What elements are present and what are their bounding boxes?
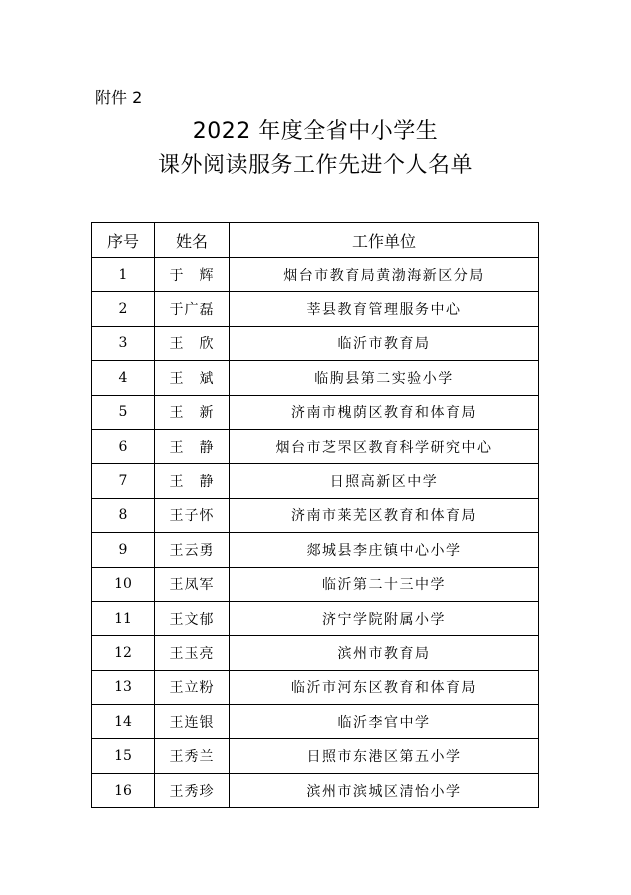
personnel-table [91,222,539,808]
table-row [92,533,539,567]
work-unit: 临沂市教育局 [230,326,539,360]
row-index: 12 [92,636,155,670]
work-unit: 济宁学院附属小学 [230,601,539,635]
table-row [92,636,539,670]
row-index: 8 [92,498,155,532]
work-unit: 滨州市滨城区清怡小学 [230,773,539,807]
attachment-label: 附件 2 [95,88,143,107]
row-index: 14 [92,705,155,739]
person-name: 王子怀 [155,498,230,532]
table-row [92,705,539,739]
work-unit: 烟台市教育局黄渤海新区分局 [230,258,539,292]
table-row [92,670,539,704]
person-name: 王文郁 [155,601,230,635]
work-unit: 济南市槐荫区教育和体育局 [230,395,539,429]
table-row [92,498,539,532]
work-unit: 临沂李官中学 [230,705,539,739]
row-index: 9 [92,533,155,567]
person-name: 王 静 [155,464,230,498]
person-name: 王秀珍 [155,773,230,807]
person-name: 于 辉 [155,258,230,292]
row-index: 11 [92,601,155,635]
row-index: 10 [92,567,155,601]
row-index: 15 [92,739,155,773]
row-index: 4 [92,361,155,395]
work-unit: 临沂市河东区教育和体育局 [230,670,539,704]
document-title-line2: 课外阅读服务工作先进个人名单 [157,153,473,178]
person-name: 王玉亮 [155,636,230,670]
table-row [92,292,539,326]
row-index: 2 [92,292,155,326]
table-row [92,258,539,292]
row-index: 3 [92,326,155,360]
table-row [92,601,539,635]
work-unit: 烟台市芝罘区教育科学研究中心 [230,429,539,463]
row-index: 13 [92,670,155,704]
work-unit: 济南市莱芜区教育和体育局 [230,498,539,532]
row-index: 16 [92,773,155,807]
person-name: 王 欣 [155,326,230,360]
work-unit: 日照市东港区第五小学 [230,739,539,773]
row-index: 1 [92,258,155,292]
work-unit: 日照高新区中学 [230,464,539,498]
row-index: 7 [92,464,155,498]
work-unit: 滨州市教育局 [230,636,539,670]
person-name: 王连银 [155,705,230,739]
person-name: 王 斌 [155,361,230,395]
table-row [92,361,539,395]
work-unit: 郯城县李庄镇中心小学 [230,533,539,567]
table-row [92,326,539,360]
table-row [92,773,539,807]
table-row [92,464,539,498]
work-unit: 临沂第二十三中学 [230,567,539,601]
person-name: 于广磊 [155,292,230,326]
work-unit: 临朐县第二实验小学 [230,361,539,395]
table-header-row [92,223,539,258]
person-name: 王立粉 [155,670,230,704]
table-row [92,395,539,429]
header-name: 姓名 [155,223,230,258]
row-index: 5 [92,395,155,429]
row-index: 6 [92,429,155,463]
person-name: 王凤军 [155,567,230,601]
work-unit: 莘县教育管理服务中心 [230,292,539,326]
header-unit: 工作单位 [230,223,539,258]
person-name: 王 静 [155,429,230,463]
person-name: 王云勇 [155,533,230,567]
document-title-line1: 2022 年度全省中小学生 [192,119,439,144]
table-row [92,567,539,601]
table-row [92,739,539,773]
table-row [92,429,539,463]
person-name: 王 新 [155,395,230,429]
header-index: 序号 [92,223,155,258]
person-name: 王秀兰 [155,739,230,773]
